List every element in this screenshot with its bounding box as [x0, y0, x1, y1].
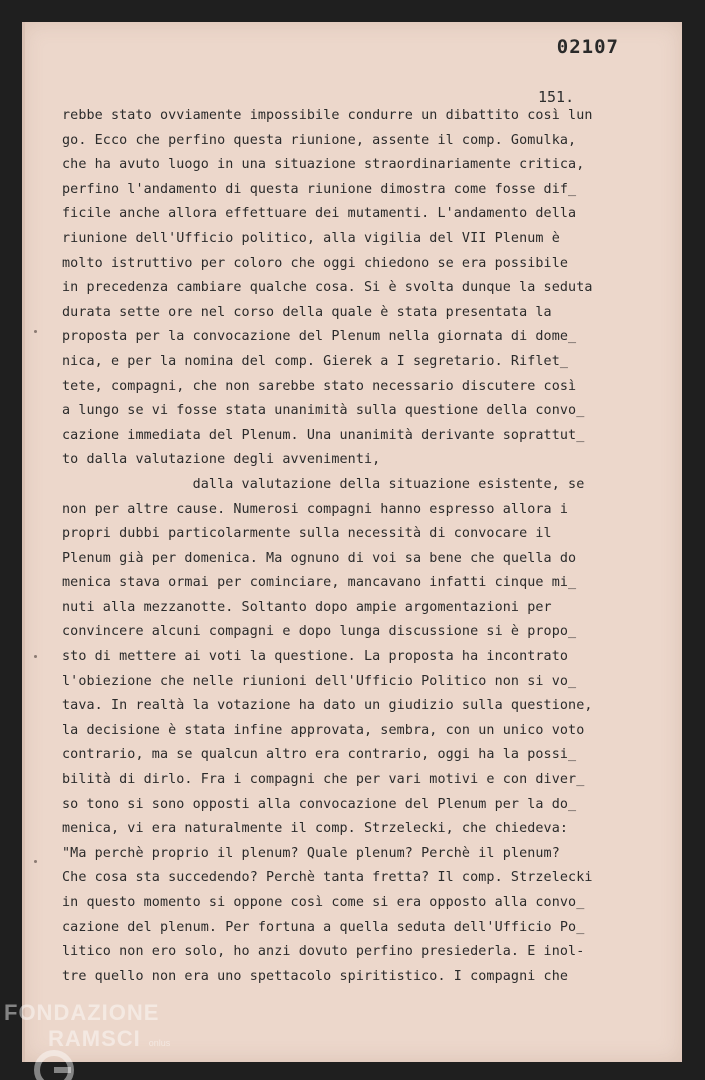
- text-line: propri dubbi particolarmente sulla necessità di convocare il: [62, 526, 552, 542]
- text-line: contrario, ma se qualcun altro era contrario, oggi ha la possi_: [62, 747, 577, 763]
- text-line: cazione immediata del Plenum. Una unanimità derivante soprattut_: [62, 427, 585, 443]
- text-line: a lungo se vi fosse stata unanimità sulla questione della convo_: [62, 403, 585, 419]
- text-line: riunione dell'Ufficio politico, alla vigilia del VII Plenum è: [62, 230, 560, 246]
- text-line: ficile anche allora effettuare dei mutamenti. L'andamento della: [62, 206, 577, 222]
- text-line: tava. In realtà la votazione ha dato un giudizio sulla questione,: [62, 698, 593, 714]
- text-line: l'obiezione che nelle riunioni dell'Ufficio Politico non si vo_: [62, 673, 577, 689]
- text-line: tete, compagni, che non sarebbe stato necessario discutere così: [62, 378, 577, 394]
- text-line: durata sette ore nel corso della quale è stata presentata la: [62, 304, 552, 320]
- text-line: dalla valutazione della situazione esistente, se: [62, 476, 585, 492]
- watermark-suffix: onlus: [148, 1038, 171, 1048]
- text-line: proposta per la convocazione del Plenum nella giornata di dome_: [62, 329, 577, 345]
- margin-mark: [34, 655, 37, 658]
- watermark-line2: RAMSCI: [48, 1026, 141, 1051]
- text-line: in questo momento si oppone così come si era opposto alla convo_: [62, 895, 585, 910]
- watermark-line2-row: [4, 1026, 170, 1056]
- text-line: Plenum già per domenica. Ma ognuno di voi sa bene che quella do: [62, 550, 577, 566]
- text-line: molto istruttivo per coloro che oggi chiedono se era possibile: [62, 255, 569, 271]
- text-line: go. Ecco che perfino questa riunione, assente il comp. Gomulka,: [62, 132, 577, 148]
- text-line: so tono si sono opposti alla convocazione del Plenum per la do_: [62, 796, 577, 812]
- text-line: nica, e per la nomina del comp. Gierek a I segretario. Riflet_: [62, 353, 569, 369]
- margin-mark: [34, 330, 37, 333]
- page-number: 151.: [538, 88, 575, 106]
- text-line: Che cosa sta succedendo? Perchè tanta fretta? Il comp. Strzelecki: [62, 870, 593, 886]
- typed-text-body: [62, 104, 662, 989]
- page-edge: [22, 22, 25, 1062]
- text-line: cazione del plenum. Per fortuna a quella seduta dell'Ufficio Po_: [62, 919, 585, 935]
- text-line: in precedenza cambiare qualche cosa. Si è svolta dunque la seduta: [62, 280, 593, 296]
- text-line: non per altre cause. Numerosi compagni hanno espresso allora i: [62, 501, 569, 517]
- text-line: nuti alla mezzanotte. Soltanto dopo ampie argomentazioni per: [62, 599, 552, 615]
- text-line: la decisione è stata infine approvata, sembra, con un unico voto: [62, 722, 585, 738]
- text-line: bilità di dirlo. Fra i compagni che per vari motivi e con diver_: [62, 772, 585, 788]
- text-line: to dalla valutazione degli avvenimenti,: [62, 452, 381, 468]
- text-line: litico non ero solo, ho anzi dovuto perfino presiederla. E inol-: [62, 944, 585, 960]
- text-line: menica stava ormai per cominciare, mancavano infatti cinque mi_: [62, 575, 577, 591]
- margin-mark: [34, 860, 37, 863]
- text-line: convincere alcuni compagni e dopo lunga discussione si è propo_: [62, 624, 577, 640]
- text-line: "Ma perchè proprio il plenum? Quale plenum? Perchè il plenum?: [62, 845, 560, 861]
- text-line: sto di mettere ai voti la questione. La proposta ha incontrato: [62, 649, 569, 665]
- gramsci-logo-icon: [32, 1048, 76, 1080]
- archive-number: 02107: [556, 36, 619, 58]
- text-line: che ha avuto luogo in una situazione straordinariamente critica,: [62, 157, 585, 173]
- text-line: perfino l'andamento di questa riunione dimostra come fosse dif_: [62, 181, 577, 197]
- watermark-line1: FONDAZIONE: [4, 1000, 160, 1025]
- fondazione-gramsci-watermark: [4, 1000, 170, 1056]
- text-line: tre quello non era uno spettacolo spiritistico. I compagni che: [62, 968, 569, 984]
- text-line: menica, vi era naturalmente il comp. Strzelecki, che chiedeva:: [62, 821, 569, 837]
- text-line: rebbe stato ovviamente impossibile condurre un dibattito così lun: [62, 108, 593, 123]
